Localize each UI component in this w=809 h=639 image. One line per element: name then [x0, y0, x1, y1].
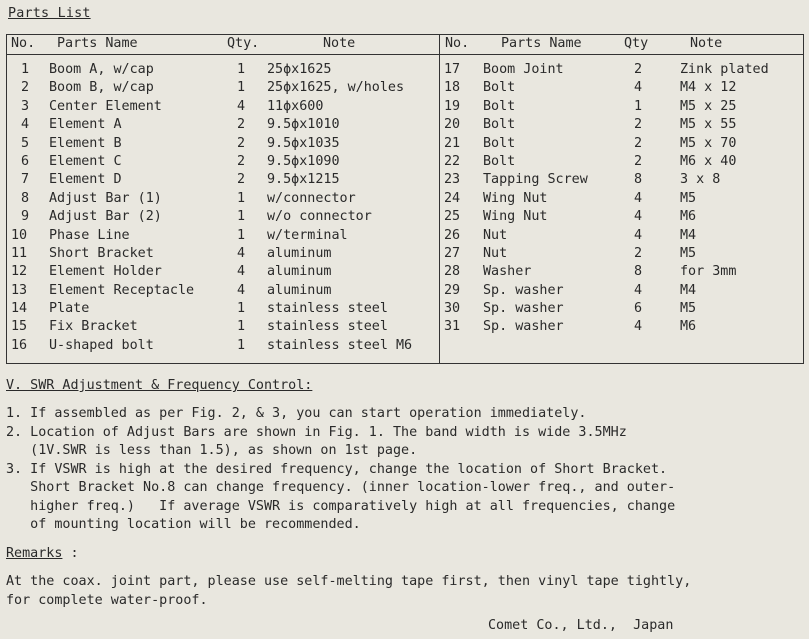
cell-no: 21	[444, 135, 461, 151]
cell-parts-name: Wing Nut	[483, 209, 548, 225]
table-row	[440, 99, 803, 117]
remarks-line: for complete water-proof.	[6, 592, 208, 608]
table-header-left	[7, 35, 439, 55]
cell-parts-name: Short Bracket	[49, 245, 154, 261]
table-row	[440, 117, 803, 135]
cell-parts-name: Fix Bracket	[49, 319, 138, 335]
table-row	[7, 209, 439, 227]
cell-qty: 1	[237, 209, 246, 225]
cell-qty: 1	[237, 227, 246, 243]
cell-parts-name: Bolt	[483, 98, 516, 114]
cell-qty: 4	[237, 245, 246, 261]
cell-no: 28	[444, 264, 461, 280]
table-row	[440, 154, 803, 172]
cell-parts-name: Phase Line	[49, 227, 130, 243]
cell-qty: 1	[237, 319, 246, 335]
cell-note: Zink plated	[680, 62, 769, 77]
table-row	[7, 301, 439, 319]
cell-parts-name: Adjust Bar (1)	[49, 190, 162, 206]
cell-parts-name: Wing Nut	[483, 190, 548, 206]
cell-no: 20	[444, 117, 461, 133]
remarks-line: At the coax. joint part, please use self-melting tape first, then vinyl tape tightly,	[6, 574, 692, 589]
cell-qty: 4	[237, 98, 246, 114]
cell-note: w/o connector	[267, 209, 372, 225]
cell-no: 23	[444, 172, 461, 188]
table-row	[440, 228, 803, 246]
cell-qty: 4	[634, 190, 643, 206]
table-row	[7, 264, 439, 282]
cell-note: 3 x 8	[680, 172, 721, 188]
table-body-left	[7, 62, 439, 356]
cell-no: 6	[21, 153, 30, 169]
cell-parts-name: Element Receptacle	[49, 282, 195, 298]
cell-note: aluminum	[267, 245, 332, 261]
cell-no: 7	[21, 172, 30, 188]
header-qty: Qty	[624, 36, 649, 51]
cell-qty: 2	[634, 117, 643, 133]
cell-parts-name: Adjust Bar (2)	[49, 209, 162, 225]
table-row	[440, 136, 803, 154]
cell-note: 9.5ϕx1010	[267, 117, 340, 133]
cell-qty: 4	[237, 264, 246, 280]
cell-no: 19	[444, 98, 461, 114]
cell-note: w/terminal	[267, 227, 348, 243]
table-row	[440, 62, 803, 80]
header-qty: Qty.	[227, 36, 260, 51]
cell-parts-name: Bolt	[483, 117, 516, 133]
cell-parts-name: Nut	[483, 227, 508, 243]
cell-qty: 2	[634, 153, 643, 169]
cell-note: for 3mm	[680, 264, 737, 280]
table-row	[7, 319, 439, 337]
header-no: No.	[445, 36, 470, 51]
parts-table-right	[440, 34, 804, 364]
cell-parts-name: Sp. washer	[483, 282, 564, 298]
section-v-line: (1V.SWR is less than 1.5), as shown on 1st page.	[6, 443, 418, 458]
cell-no: 26	[444, 227, 461, 243]
cell-qty: 1	[634, 98, 643, 114]
cell-note: M4 x 12	[680, 80, 737, 96]
cell-qty: 2	[237, 153, 246, 169]
cell-note: stainless steel	[267, 319, 388, 335]
cell-note: M4	[680, 227, 697, 243]
cell-qty: 4	[634, 227, 643, 243]
table-row	[7, 172, 439, 190]
cell-qty: 8	[634, 264, 643, 280]
cell-note: M5 x 55	[680, 117, 737, 133]
cell-no: 10	[11, 227, 28, 243]
section-v-line: Short Bracket No.8 can change frequency. (inner location-lower freq., and outer-	[6, 480, 676, 495]
cell-parts-name: Element B	[49, 135, 122, 151]
cell-qty: 1	[237, 190, 246, 206]
header-note: Note	[323, 36, 356, 51]
cell-qty: 8	[634, 172, 643, 188]
cell-qty: 2	[237, 117, 246, 133]
cell-parts-name: Bolt	[483, 135, 516, 151]
cell-no: 8	[21, 190, 30, 206]
cell-qty: 4	[634, 80, 643, 96]
cell-no: 15	[11, 319, 28, 335]
table-row	[7, 338, 439, 356]
cell-no: 11	[11, 245, 28, 261]
table-header-right	[440, 35, 803, 55]
cell-qty: 2	[237, 135, 246, 151]
cell-note: 9.5ϕx1215	[267, 172, 340, 188]
header-parts-name: Parts Name	[57, 36, 138, 51]
cell-parts-name: Nut	[483, 245, 508, 261]
cell-no: 30	[444, 301, 461, 317]
cell-note: w/connector	[267, 190, 356, 206]
cell-note: M4	[680, 282, 697, 298]
header-no: No.	[11, 36, 36, 51]
cell-qty: 2	[237, 172, 246, 188]
remarks-heading-colon: :	[62, 546, 79, 561]
cell-note: 9.5ϕx1090	[267, 153, 340, 169]
parts-table-left	[6, 34, 440, 364]
cell-no: 14	[11, 301, 28, 317]
cell-no: 4	[21, 117, 30, 133]
table-row	[440, 80, 803, 98]
cell-note: 25ϕx1625	[267, 62, 332, 77]
cell-no: 29	[444, 282, 461, 298]
remarks-heading-row	[6, 546, 79, 561]
cell-qty: 4	[634, 282, 643, 298]
cell-note: aluminum	[267, 264, 332, 280]
table-row	[7, 62, 439, 80]
cell-qty: 2	[634, 135, 643, 151]
table-row	[440, 172, 803, 190]
cell-no: 16	[11, 337, 28, 353]
section-v-line: higher freq.) If average VSWR is comparatively high at all frequencies, change	[6, 498, 676, 514]
cell-note: M5	[680, 301, 697, 317]
cell-parts-name: Element C	[49, 153, 122, 169]
section-v-line: of mounting location will be recommended.	[6, 517, 361, 532]
cell-parts-name: Bolt	[483, 153, 516, 169]
section-v-line: 3. If VSWR is high at the desired frequency, change the location of Short Bracket.	[6, 461, 668, 477]
signature: Comet Co., Ltd., Japan	[488, 618, 674, 633]
cell-parts-name: Center Element	[49, 98, 162, 114]
table-row	[440, 191, 803, 209]
table-body-right	[440, 62, 803, 338]
section-v-heading: V. SWR Adjustment & Frequency Control:	[6, 378, 313, 393]
cell-qty: 2	[634, 245, 643, 261]
cell-parts-name: Boom A, w/cap	[49, 62, 154, 77]
cell-no: 9	[21, 209, 30, 225]
table-row	[7, 136, 439, 154]
table-row	[440, 301, 803, 319]
cell-parts-name: Boom Joint	[483, 62, 564, 77]
cell-note: 11ϕx600	[267, 98, 324, 114]
cell-no: 31	[444, 319, 461, 335]
cell-note: M5	[680, 190, 697, 206]
cell-parts-name: U-shaped bolt	[49, 337, 154, 353]
remarks-heading: Remarks	[6, 546, 63, 561]
cell-qty: 1	[237, 337, 246, 353]
cell-no: 24	[444, 190, 461, 206]
table-row	[7, 246, 439, 264]
parts-list-title: Parts List	[8, 6, 91, 21]
table-row	[440, 319, 803, 337]
cell-parts-name: Plate	[49, 301, 90, 317]
cell-note: M6	[680, 319, 697, 335]
cell-qty: 4	[634, 319, 643, 335]
cell-no: 22	[444, 153, 461, 169]
cell-parts-name: Element D	[49, 172, 122, 188]
cell-note: 9.5ϕx1035	[267, 135, 340, 151]
cell-note: stainless steel M6	[267, 337, 413, 353]
cell-no: 17	[444, 62, 461, 77]
table-row	[7, 154, 439, 172]
header-parts-name: Parts Name	[501, 36, 582, 51]
cell-parts-name: Bolt	[483, 80, 516, 96]
cell-no: 5	[21, 135, 30, 151]
section-v-line: 1. If assembled as per Fig. 2, & 3, you can start operation immediately.	[6, 406, 587, 421]
cell-note: aluminum	[267, 282, 332, 298]
table-row	[7, 117, 439, 135]
cell-qty: 1	[237, 301, 246, 317]
table-row	[7, 99, 439, 117]
cell-no: 2	[21, 80, 30, 96]
cell-parts-name: Element Holder	[49, 264, 162, 280]
section-v-line: 2. Location of Adjust Bars are shown in Fig. 1. The band width is wide 3.5MHz	[6, 424, 627, 440]
cell-no: 13	[11, 282, 28, 298]
cell-note: stainless steel	[267, 301, 388, 317]
cell-qty: 2	[634, 62, 643, 77]
header-note: Note	[690, 36, 723, 51]
cell-qty: 4	[237, 282, 246, 298]
cell-parts-name: Washer	[483, 264, 532, 280]
cell-note: M6 x 40	[680, 153, 737, 169]
cell-note: 25ϕx1625, w/holes	[267, 80, 405, 96]
cell-parts-name: Element A	[49, 117, 122, 133]
cell-no: 1	[21, 62, 30, 77]
cell-note: M5	[680, 245, 697, 261]
cell-no: 25	[444, 209, 461, 225]
cell-no: 27	[444, 245, 461, 261]
table-row	[440, 209, 803, 227]
table-row	[7, 80, 439, 98]
table-row	[440, 264, 803, 282]
cell-note: M5 x 70	[680, 135, 737, 151]
table-row	[7, 228, 439, 246]
cell-qty: 1	[237, 62, 246, 77]
table-row	[7, 283, 439, 301]
cell-parts-name: Tapping Screw	[483, 172, 588, 188]
cell-parts-name: Boom B, w/cap	[49, 80, 154, 96]
cell-qty: 1	[237, 80, 246, 96]
cell-parts-name: Sp. washer	[483, 319, 564, 335]
table-row	[440, 246, 803, 264]
cell-parts-name: Sp. washer	[483, 301, 564, 317]
cell-no: 12	[11, 264, 28, 280]
table-row	[440, 283, 803, 301]
cell-note: M5 x 25	[680, 98, 737, 114]
cell-note: M6	[680, 209, 697, 225]
table-row	[7, 191, 439, 209]
cell-no: 3	[21, 98, 30, 114]
cell-qty: 4	[634, 209, 643, 225]
cell-no: 18	[444, 80, 461, 96]
cell-qty: 6	[634, 301, 643, 317]
